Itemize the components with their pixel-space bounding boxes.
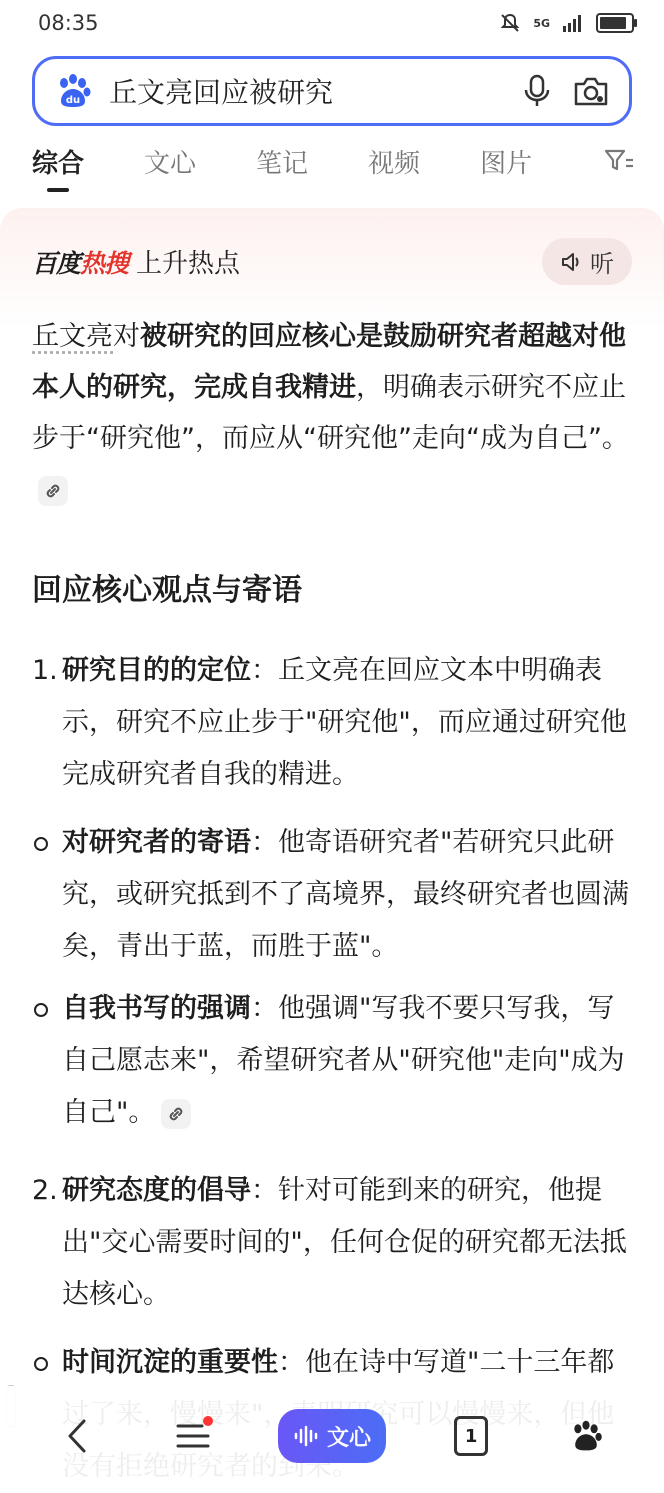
tab-video[interactable]: 视频 [368,148,421,179]
sub-list-item: 对研究者的寄语：他寄语研究者"若研究只此研究，或研究抵到不了高境界，最终研究者也圆满矣，青出于蓝，而胜于蓝"。 [32,817,632,973]
sub-list-item: 自我书写的强调：他强调"写我不要只写我，写自己愿志来"，希望研究者从"研究他"走向"成为自己"。 [32,983,632,1139]
tab-all[interactable]: 综合 [32,143,84,180]
voice-search-button[interactable] [517,71,557,111]
speaker-icon [560,251,584,273]
list-item: 1. 研究目的的定位：丘文亮在回应文本中明确表示，研究不应止步于"研究他"，而应通过研究他完成研究者自我的精进。 [32,655,627,790]
baidu-paw-icon [568,1418,604,1454]
sub-list [32,817,632,1139]
status-bar [0,0,664,46]
list-item: 2. 研究态度的倡导：针对可能到来的研究，他提出"交心需要时间的"，任何仓促的研究都无法抵达核心。 [32,1175,627,1310]
camera-icon [573,75,609,107]
search-tabs [0,126,664,196]
menu-icon [176,1421,210,1451]
status-icons [499,12,634,34]
tab-wenxin[interactable]: 文心 [144,148,197,179]
tab-notes[interactable]: 笔记 [256,148,309,179]
baidu-hot-logo: 百度热搜 [32,248,129,278]
person-link[interactable]: 丘文亮 [32,321,113,352]
mute-bell-icon [499,12,521,34]
hot-subtitle: 上升热点 [136,249,241,279]
listen-button[interactable]: 听 [542,238,632,285]
notification-dot [203,1416,213,1426]
back-button[interactable] [48,1406,108,1466]
bottom-nav [0,1386,664,1486]
tab-images[interactable]: 图片 [480,148,533,179]
source-link-icon[interactable] [161,1099,191,1129]
hot-search-header [0,208,664,285]
image-search-button[interactable] [571,71,611,111]
chevron-left-icon [66,1418,90,1454]
wenxin-button[interactable]: 文心 [278,1409,386,1463]
answer-summary: 丘文亮对被研究的回应核心是鼓励研究者超越对他本人的研究，完成自我精进，明确表示研究不应止步于“研究他”，而应从“研究他”走向“成为自己”。 [32,311,632,515]
search-input[interactable]: 丘文亮回应被研究 [109,76,334,109]
tabs-button[interactable] [441,1406,501,1466]
status-time: 08:35 [38,11,99,35]
profile-button[interactable] [556,1406,616,1466]
search-bar[interactable] [32,56,632,126]
svg-text:du: du [65,95,81,106]
signal-icon [562,14,584,32]
network-indicator: 5G [533,16,550,30]
battery-icon [596,13,634,33]
microphone-icon [523,74,551,108]
source-link-icon[interactable] [38,476,68,506]
filter-icon[interactable] [604,148,634,174]
wenxin-wave-icon [293,1424,323,1448]
menu-button[interactable] [163,1406,223,1466]
sub-list-item: 时间沉淀的重要性：他在诗中写道"二十三年都 [32,1337,632,1493]
baidu-paw-icon[interactable] [53,71,93,111]
ai-answer-card [0,208,664,1486]
tab-count: 1 [454,1416,488,1456]
section-title: 回应核心观点与寄语 [32,573,302,608]
